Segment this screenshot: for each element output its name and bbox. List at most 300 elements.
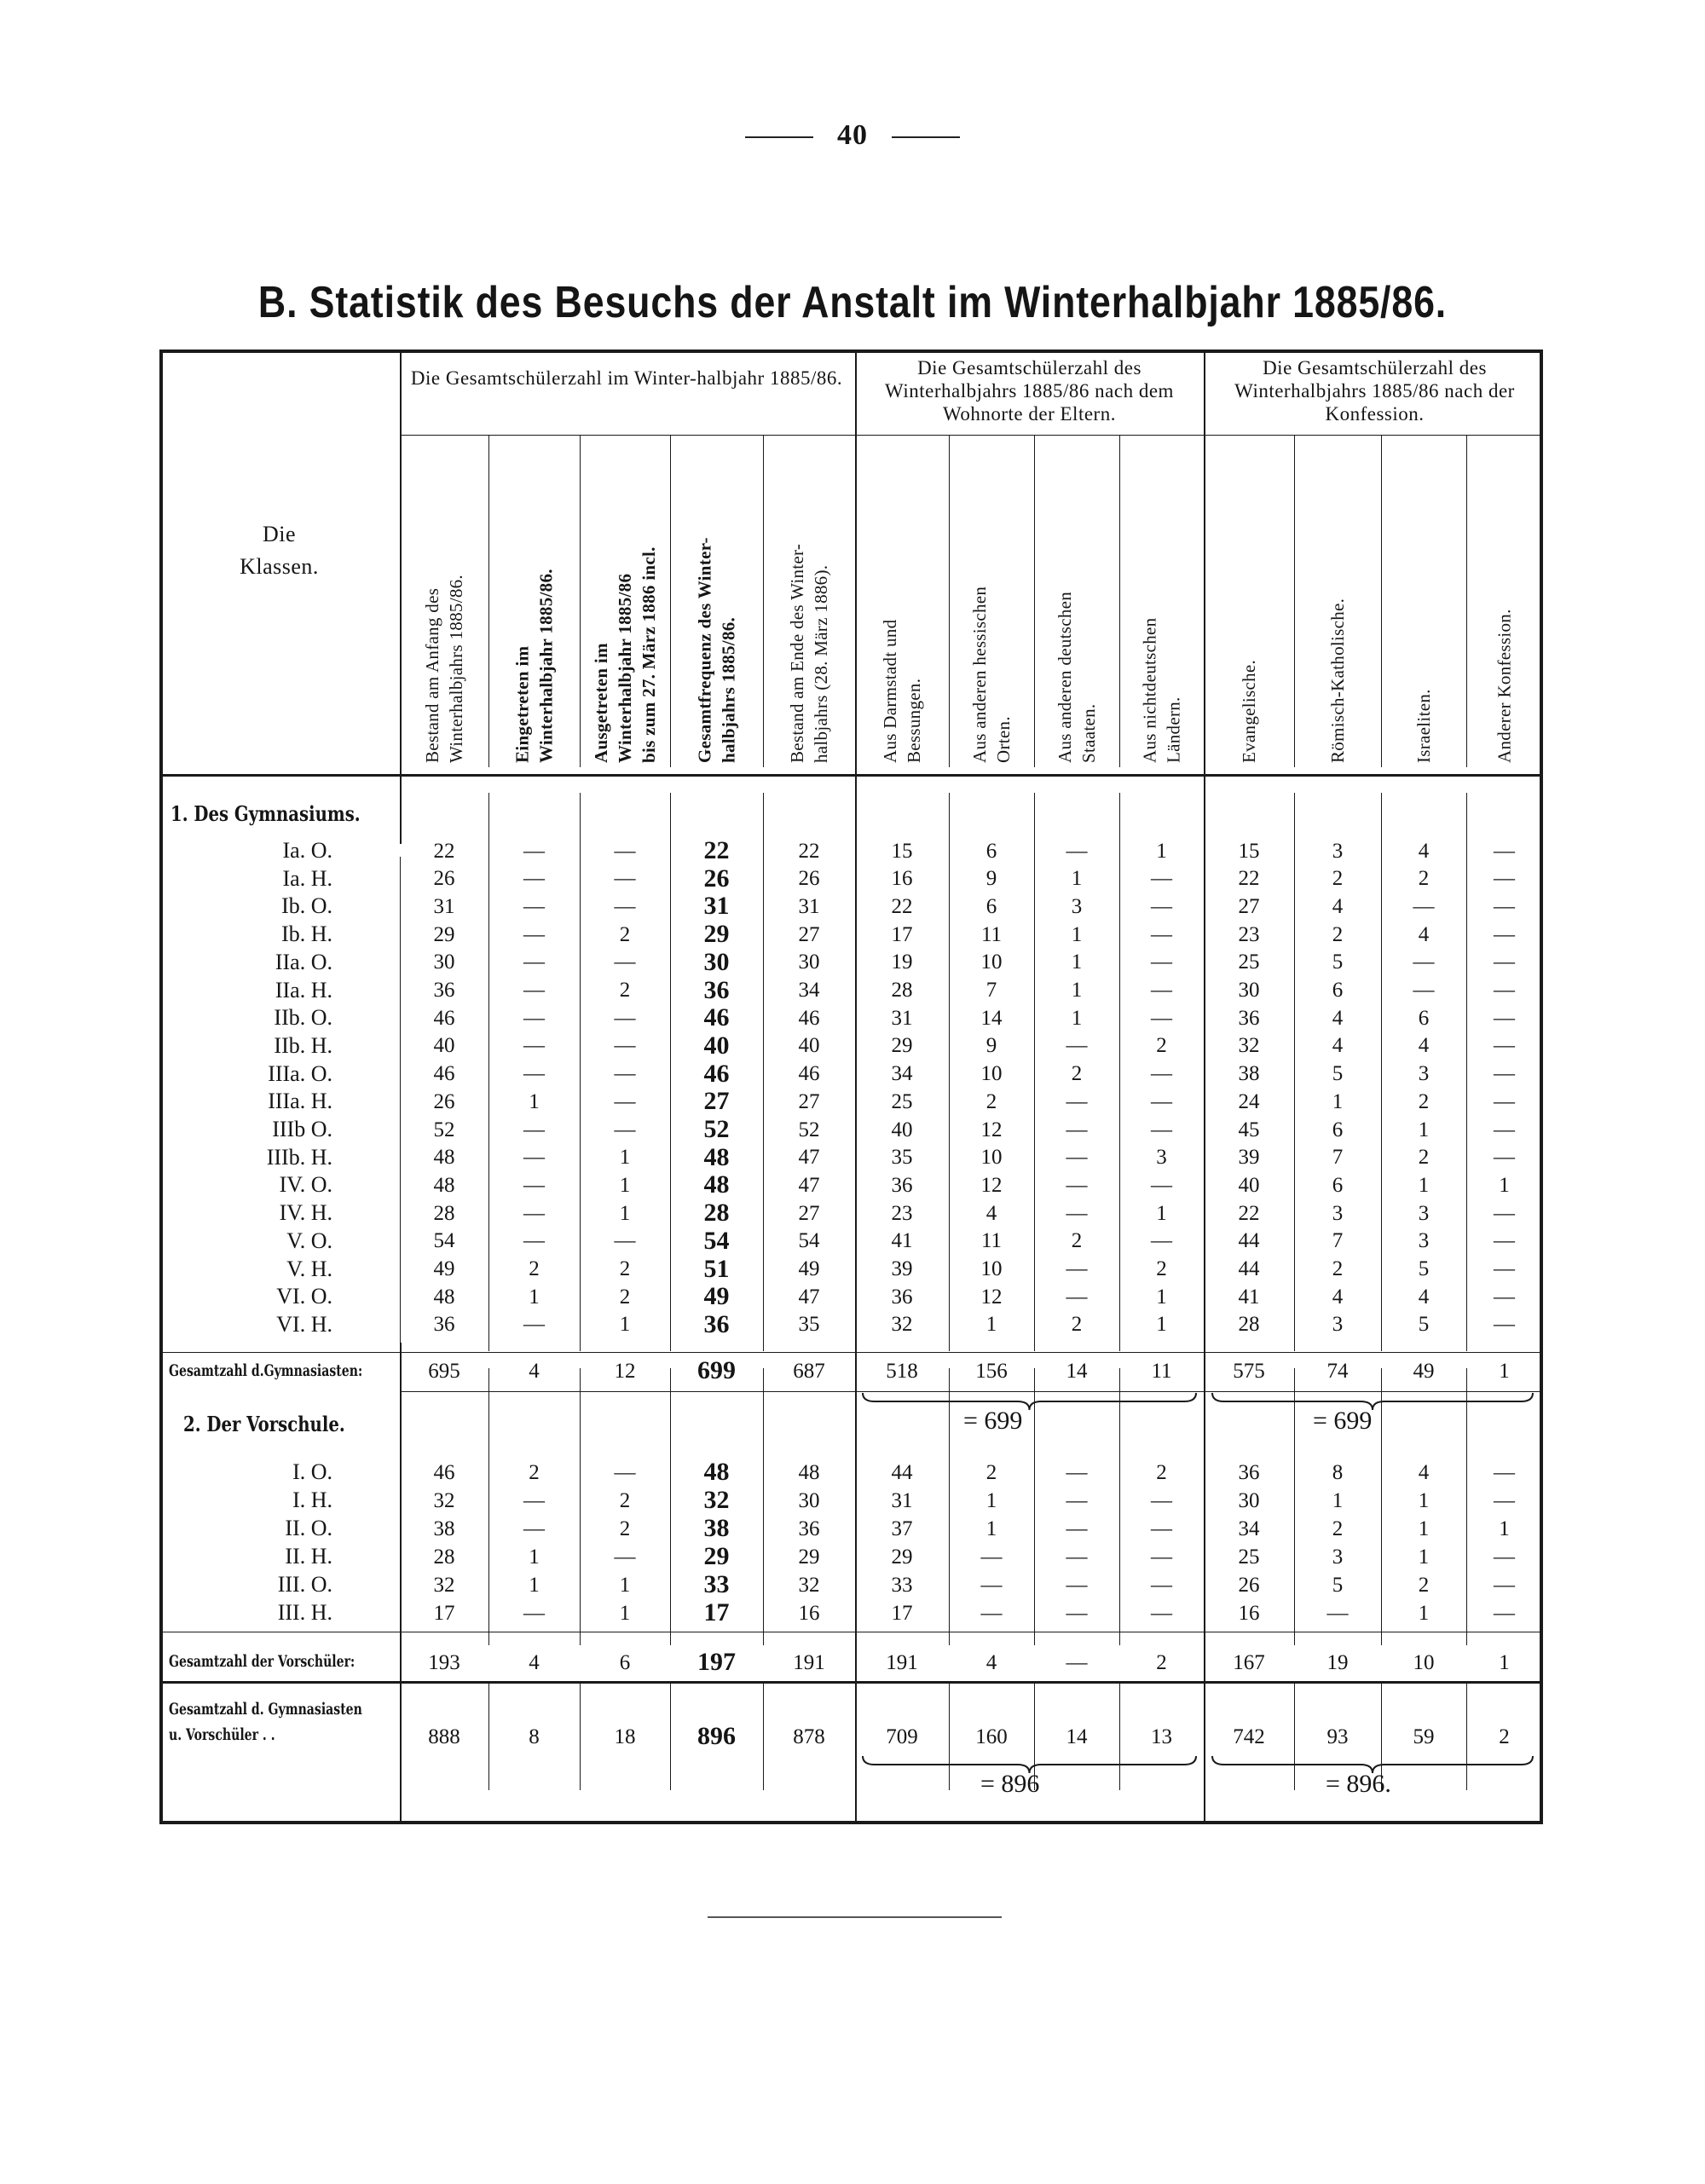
gymnasium-row-3-col-10: 27	[1238, 894, 1260, 918]
gymnasium-total-col-9: 11	[1151, 1359, 1172, 1383]
vorschule-row-2-col-6: 31	[891, 1488, 913, 1512]
vorschule-row-1-col-11: 8	[1332, 1460, 1344, 1484]
gymnasium-row-10-col-3: —	[614, 1089, 636, 1113]
gymnasium-row-14-col-12: 3	[1418, 1201, 1430, 1225]
gymnasium-total-col-3: 12	[614, 1359, 636, 1383]
gymnasium-row-label: V. H.	[286, 1256, 332, 1281]
gymnasium-row-16-col-5: 49	[798, 1257, 820, 1280]
gymnasium-row-11-col-1: 52	[433, 1118, 455, 1141]
gymnasium-row-13-col-5: 47	[798, 1173, 820, 1197]
column-header-6: Aus Darmstadt und Bessungen.	[880, 619, 924, 763]
gymnasium-row-13-col-3: 1	[619, 1173, 631, 1197]
gymnasium-row-4-col-2: —	[523, 922, 545, 946]
gymnasium-row-13-col-10: 40	[1238, 1173, 1260, 1197]
vorschule-row-5-col-11: 5	[1332, 1573, 1344, 1597]
gymnasium-row-14-col-8: —	[1066, 1201, 1088, 1225]
vorschule-row-2-col-9: —	[1151, 1488, 1172, 1512]
gymnasium-row-11-col-13: —	[1494, 1118, 1515, 1141]
vorschule-row-3-col-11: 2	[1332, 1517, 1344, 1540]
gymnasium-row-label: VI. O.	[276, 1284, 332, 1309]
gymnasium-row-13-col-7: 12	[980, 1173, 1003, 1197]
table-top-border	[159, 350, 1542, 353]
right-dash	[892, 136, 960, 138]
vorschule-row-label: III. O.	[277, 1572, 332, 1597]
gymnasium-row-14-col-1: 28	[433, 1201, 455, 1225]
gymnasium-row-5-col-6: 19	[891, 950, 913, 974]
gymnasium-row-2-col-12: 2	[1418, 867, 1430, 891]
column-line	[1119, 435, 1120, 767]
gymnasium-row-16-col-3: 2	[619, 1257, 631, 1280]
gymnasium-row-12-col-1: 48	[433, 1146, 455, 1170]
vorschule-row-5-col-13: —	[1494, 1573, 1515, 1597]
gymnasium-row-18-col-12: 5	[1418, 1313, 1430, 1337]
gymnasium-row-15-col-10: 44	[1238, 1229, 1260, 1253]
column-line	[949, 435, 950, 767]
gymnasium-row-12-col-8: —	[1066, 1146, 1088, 1170]
vorschule-row-1-col-6: 44	[891, 1460, 913, 1484]
gymnasium-row-4-col-8: 1	[1071, 922, 1083, 946]
gymnasium-row-12-col-7: 10	[980, 1146, 1003, 1170]
gymnasium-row-16-col-1: 49	[433, 1257, 455, 1280]
gymnasium-row-16-col-11: 2	[1332, 1257, 1344, 1280]
gymnasium-row-label: Ib. H.	[281, 922, 332, 947]
gymnasium-row-8-col-5: 40	[798, 1034, 820, 1058]
vorschule-row-label: I. H.	[292, 1488, 332, 1512]
gymnasium-row-13-col-2: —	[523, 1173, 545, 1197]
gymnasium-row-8-col-1: 40	[433, 1034, 455, 1058]
gymnasium-row-1-col-2: —	[523, 839, 545, 863]
column-header-4: Gesamtfrequenz des Winter- halbjahrs 1885/86.	[694, 537, 739, 763]
gymnasium-row-14-col-13: —	[1494, 1201, 1515, 1225]
gymnasium-row-9-col-11: 5	[1332, 1062, 1344, 1086]
vorschule-row-5-col-9: —	[1151, 1573, 1172, 1597]
gymnasium-row-3-col-7: 6	[985, 894, 997, 918]
gymnasium-row-9-col-10: 38	[1238, 1062, 1260, 1086]
gymnasium-total-label: Gesamtzahl d.Gymnasiasten:	[169, 1361, 363, 1380]
vorschule-row-6-col-9: —	[1151, 1601, 1172, 1625]
grand-total-col-5: 878	[793, 1725, 825, 1748]
column-header-12: Israeliten.	[1413, 689, 1434, 763]
gymnasium-row-7-col-7: 14	[980, 1006, 1003, 1030]
gymnasium-row-16-col-10: 44	[1238, 1257, 1260, 1280]
header-bottom-rule	[159, 774, 1542, 777]
column-line	[488, 435, 489, 767]
gymnasium-row-3-col-11: 4	[1332, 894, 1344, 918]
vorschule-total-col-10: 167	[1233, 1650, 1265, 1674]
gymnasium-row-3-col-2: —	[523, 894, 545, 918]
table-bottom-border	[159, 1821, 1542, 1824]
vorschule-total-col-8: —	[1066, 1650, 1088, 1674]
gymnasium-row-16-col-8: —	[1066, 1257, 1088, 1280]
gymnasium-row-12-col-13: —	[1494, 1146, 1515, 1170]
group-header-3: Die Gesamtschülerzahl des Winterhalbjahrs 1885/86 nach der Konfession.	[1234, 357, 1515, 425]
vorschule-row-5-col-12: 2	[1418, 1573, 1430, 1597]
gymnasium-row-15-col-7: 11	[980, 1229, 1003, 1253]
gymnasium-row-label: V. O.	[286, 1228, 332, 1253]
gymnasium-row-label: IIa. O.	[275, 949, 332, 974]
vorschule-row-3-col-9: —	[1151, 1517, 1172, 1540]
gymnasium-row-2-col-7: 9	[985, 867, 997, 891]
vorschule-row-label: I. O.	[292, 1459, 332, 1484]
group-header-rule	[400, 435, 1542, 436]
gymnasium-row-5-col-10: 25	[1238, 950, 1260, 974]
gymnasium-row-10-col-8: —	[1066, 1089, 1088, 1113]
grand-sum-wohnort: = 896	[980, 1770, 1040, 1798]
gymnasium-row-5-col-4: 30	[703, 947, 730, 976]
vorschule-row-5-col-7: —	[980, 1573, 1003, 1597]
gymnasium-row-7-col-5: 46	[798, 1006, 820, 1030]
gymnasium-row-2-col-9: —	[1151, 867, 1172, 891]
gymnasium-row-12-col-6: 35	[891, 1146, 913, 1170]
gymnasium-row-8-col-2: —	[523, 1034, 545, 1058]
gymnasium-row-label: IIIb O.	[272, 1117, 332, 1141]
gymnasium-row-14-col-11: 3	[1332, 1201, 1344, 1225]
column-header-13: Anderer Konfession.	[1494, 609, 1515, 763]
gymnasium-total-col-8: 14	[1066, 1359, 1088, 1383]
vorschule-row-1-col-5: 48	[798, 1460, 820, 1484]
gymnasium-total-col-5: 687	[793, 1359, 825, 1383]
gymnasium-total-rule	[159, 1352, 1542, 1353]
gymnasium-row-11-col-9: —	[1151, 1118, 1172, 1141]
column-line	[400, 350, 402, 844]
grand-total-col-7: 160	[975, 1725, 1008, 1748]
gymnasium-row-9-col-3: —	[614, 1062, 636, 1086]
vorschule-row-6-col-1: 17	[433, 1601, 455, 1625]
gymnasium-row-14-col-10: 22	[1238, 1201, 1260, 1225]
gymnasium-row-2-col-4: 26	[703, 864, 730, 893]
vorschule-row-6-col-12: 1	[1418, 1601, 1430, 1625]
vorschule-row-2-col-8: —	[1066, 1488, 1088, 1512]
gymnasium-row-18-col-9: 1	[1156, 1313, 1167, 1337]
vorschule-row-2-col-5: 30	[798, 1488, 820, 1512]
gymnasium-row-18-col-10: 28	[1238, 1313, 1260, 1337]
gymnasium-row-15-col-11: 7	[1332, 1229, 1344, 1253]
gymnasium-row-1-col-4: 22	[703, 836, 730, 864]
grand-total-rule	[159, 1681, 1542, 1684]
gymnasium-row-18-col-8: 2	[1071, 1313, 1083, 1337]
gymnasium-row-16-col-13: —	[1494, 1257, 1515, 1280]
gymnasium-row-16-col-2: 2	[529, 1257, 540, 1280]
gymnasium-row-16-col-6: 39	[891, 1257, 913, 1280]
gymnasium-row-15-col-6: 41	[891, 1229, 913, 1253]
vorschule-row-2-col-1: 32	[433, 1488, 455, 1512]
gymnasium-row-17-col-6: 36	[891, 1285, 913, 1309]
gymnasium-row-9-col-2: —	[523, 1062, 545, 1086]
gymnasium-total-col-12: 49	[1413, 1359, 1435, 1383]
gymnasium-row-1-col-13: —	[1494, 839, 1515, 863]
vorschule-total-col-12: 10	[1413, 1650, 1435, 1674]
gymnasium-row-3-col-8: 3	[1071, 894, 1083, 918]
vorschule-row-4-col-13: —	[1494, 1545, 1515, 1569]
gymnasium-row-17-col-13: —	[1494, 1285, 1515, 1309]
vorschule-row-3-col-13: 1	[1499, 1517, 1510, 1540]
vorschule-row-1-col-1: 46	[433, 1460, 455, 1484]
grand-total-col-6: 709	[886, 1725, 918, 1748]
gymnasium-row-12-col-12: 2	[1418, 1146, 1430, 1170]
gymnasium-section-heading: 1. Des Gymnasiums.	[170, 801, 361, 826]
gymnasium-row-15-col-4: 54	[703, 1226, 730, 1255]
gymnasium-row-label: IIb. O.	[274, 1005, 332, 1031]
gymnasium-row-11-col-2: —	[523, 1118, 545, 1141]
gymnasium-row-13-col-13: 1	[1499, 1173, 1510, 1197]
vorschule-row-6-col-6: 17	[891, 1601, 913, 1625]
vorschule-row-4-col-12: 1	[1418, 1545, 1430, 1569]
gymnasium-row-17-col-7: 12	[980, 1285, 1003, 1309]
gymnasium-row-15-col-13: —	[1494, 1229, 1515, 1253]
column-line	[1466, 435, 1467, 767]
vorschule-row-5-col-5: 32	[798, 1573, 820, 1597]
vorschule-total-col-1: 193	[428, 1650, 460, 1674]
gymnasium-row-label: Ia. H.	[282, 865, 332, 891]
vorschule-row-3-col-2: —	[523, 1517, 545, 1540]
grand-total-col-2: 8	[529, 1725, 540, 1748]
gymnasium-row-9-col-13: —	[1494, 1062, 1515, 1086]
vorschule-row-3-col-8: —	[1066, 1517, 1088, 1540]
grand-total-col-3: 18	[614, 1725, 636, 1748]
vorschule-row-5-col-10: 26	[1238, 1573, 1260, 1597]
gymnasium-row-14-col-3: 1	[619, 1201, 631, 1225]
gymnasium-row-6-col-4: 36	[703, 975, 730, 1004]
gymnasium-row-5-col-13: —	[1494, 950, 1515, 974]
vorschule-row-2-col-12: 1	[1418, 1488, 1430, 1512]
gymnasium-row-17-col-2: 1	[529, 1285, 540, 1309]
vorschule-row-4-col-9: —	[1151, 1545, 1172, 1569]
gymnasium-row-6-col-8: 1	[1071, 979, 1083, 1002]
gymnasium-row-14-col-6: 23	[891, 1201, 913, 1225]
vorschule-row-2-col-4: 32	[703, 1486, 730, 1514]
vorschule-row-6-col-13: —	[1494, 1601, 1515, 1625]
gymnasium-row-3-col-12: —	[1413, 894, 1435, 918]
gymnasium-row-17-col-8: —	[1066, 1285, 1088, 1309]
vorschule-row-1-col-2: 2	[529, 1460, 540, 1484]
gymnasium-row-15-col-8: 2	[1071, 1229, 1083, 1253]
column-header-5: Bestand am Ende des Winter- halbjahrs (28. März 1886).	[787, 543, 831, 763]
gymnasium-row-6-col-2: —	[523, 979, 545, 1002]
gymnasium-row-18-col-11: 3	[1332, 1313, 1344, 1337]
document-title: B. Statistik des Besuchs der Anstalt im Winterhalbjahr 1885/86.	[257, 278, 1448, 327]
vorschule-row-3-col-1: 38	[433, 1517, 455, 1540]
gymnasium-row-18-col-2: —	[523, 1313, 545, 1337]
grand-total-col-1: 888	[428, 1725, 460, 1748]
gymnasium-row-3-col-1: 31	[433, 894, 455, 918]
gymnasium-row-10-col-5: 27	[798, 1089, 820, 1113]
gymnasium-row-10-col-4: 27	[703, 1087, 730, 1116]
gymnasium-row-5-col-5: 30	[798, 950, 820, 974]
grand-total-col-8: 14	[1066, 1725, 1088, 1748]
gymnasium-row-10-col-6: 25	[891, 1089, 913, 1113]
gymnasium-row-3-col-13: —	[1494, 894, 1515, 918]
gymnasium-row-3-col-4: 31	[703, 892, 730, 921]
gymnasium-row-11-col-7: 12	[980, 1118, 1003, 1141]
vorschule-row-6-col-4: 17	[703, 1598, 730, 1626]
gymnasium-total-col-2: 4	[529, 1359, 540, 1383]
vorschule-row-1-col-13: —	[1494, 1460, 1515, 1484]
column-header-3: Ausgetreten im Winterhalbjahr 1885/86 bis zum 27. März 1886 incl.	[591, 546, 659, 763]
gymnasium-row-5-col-9: —	[1151, 950, 1172, 974]
gymnasium-row-8-col-11: 4	[1332, 1034, 1344, 1058]
vorschule-total-col-5: 191	[793, 1650, 825, 1674]
gymnasium-row-7-col-11: 4	[1332, 1006, 1344, 1030]
gymnasium-row-7-col-1: 46	[433, 1006, 455, 1030]
gymnasium-row-12-col-11: 7	[1332, 1146, 1344, 1170]
gymnasium-row-17-col-4: 49	[703, 1282, 730, 1311]
group-header-2: Die Gesamtschülerzahl des Winterhalbjahrs 1885/86 nach dem Wohnorte der Eltern.	[885, 357, 1174, 425]
gymnasium-row-1-col-7: 6	[985, 839, 997, 863]
gymnasium-row-8-col-10: 32	[1238, 1034, 1260, 1058]
gymnasium-row-8-col-13: —	[1494, 1034, 1515, 1058]
vorschule-row-6-col-10: 16	[1238, 1601, 1260, 1625]
gymnasium-row-11-col-5: 52	[798, 1118, 820, 1141]
gymnasium-row-14-col-5: 27	[798, 1201, 820, 1225]
gymnasium-sum-konfession: = 699	[1313, 1407, 1373, 1435]
gymnasium-row-4-col-3: 2	[619, 922, 631, 946]
vorschule-row-4-col-10: 25	[1238, 1545, 1260, 1569]
table-left-border	[159, 350, 163, 1824]
group-header-1: Die Gesamtschülerzahl im Winter-halbjahr 1885/86.	[410, 367, 843, 389]
grand-sum-konfession: = 896.	[1326, 1770, 1391, 1798]
gymnasium-row-15-col-3: —	[614, 1229, 636, 1253]
gymnasium-row-8-col-12: 4	[1418, 1034, 1430, 1058]
grand-total-label-line1: Gesamtzahl d. Gymnasiasten	[169, 1700, 362, 1719]
gymnasium-row-17-col-1: 48	[433, 1285, 455, 1309]
gymnasium-row-6-col-1: 36	[433, 979, 455, 1002]
vorschule-row-1-col-12: 4	[1418, 1460, 1430, 1484]
gymnasium-row-label: IV. O.	[279, 1172, 332, 1198]
gymnasium-row-9-col-9: —	[1151, 1062, 1172, 1086]
vorschule-total-col-9: 2	[1156, 1650, 1167, 1674]
gymnasium-row-8-col-6: 29	[891, 1034, 913, 1058]
vorschule-row-1-col-7: 2	[985, 1460, 997, 1484]
gymnasium-total-col-7: 156	[975, 1359, 1008, 1383]
gymnasium-row-18-col-4: 36	[703, 1309, 730, 1338]
gymnasium-row-2-col-11: 2	[1332, 867, 1344, 891]
grand-total-col-4: 896	[697, 1722, 736, 1750]
column-header-10: Evangelische.	[1239, 659, 1259, 763]
gymnasium-row-14-col-2: —	[523, 1201, 545, 1225]
gymnasium-row-9-col-12: 3	[1418, 1062, 1430, 1086]
gymnasium-row-17-col-3: 2	[619, 1285, 631, 1309]
gymnasium-row-11-col-3: —	[614, 1118, 636, 1141]
vorschule-row-2-col-2: —	[523, 1488, 545, 1512]
column-line	[1034, 435, 1035, 767]
page-number-text: 40	[837, 119, 868, 151]
column-header-8: Aus anderen deutschen Staaten.	[1055, 591, 1099, 763]
vorschule-row-6-col-7: —	[980, 1601, 1003, 1625]
grand-total-col-9: 13	[1151, 1725, 1172, 1748]
grand-total-col-11: 93	[1326, 1725, 1349, 1748]
gymnasium-row-label: VI. H.	[276, 1311, 332, 1337]
gymnasium-row-15-col-12: 3	[1418, 1229, 1430, 1253]
gymnasium-total-col-11: 74	[1326, 1359, 1349, 1383]
gymnasium-row-11-col-4: 52	[703, 1115, 730, 1143]
gymnasium-row-12-col-2: —	[523, 1146, 545, 1170]
grand-total-col-10: 742	[1233, 1725, 1265, 1748]
grand-total-col-12: 59	[1413, 1725, 1435, 1748]
gymnasium-row-6-col-12: —	[1413, 979, 1435, 1002]
gymnasium-row-3-col-3: —	[614, 894, 636, 918]
gymnasium-total-col-1: 695	[428, 1359, 460, 1383]
bottom-rule	[708, 1916, 1002, 1918]
vorschule-row-5-col-4: 33	[703, 1570, 730, 1598]
gymnasium-row-18-col-3: 1	[619, 1313, 631, 1337]
gymnasium-row-5-col-8: 1	[1071, 950, 1083, 974]
gymnasium-row-8-col-3: —	[614, 1034, 636, 1058]
gymnasium-row-11-col-10: 45	[1238, 1118, 1260, 1141]
gymnasium-row-14-col-9: 1	[1156, 1201, 1167, 1225]
gymnasium-row-label: IIIb. H.	[266, 1144, 332, 1170]
gymnasium-row-2-col-6: 16	[891, 867, 913, 891]
gymnasium-row-13-col-1: 48	[433, 1173, 455, 1197]
gymnasium-row-12-col-10: 39	[1238, 1146, 1260, 1170]
vorschule-row-3-col-12: 1	[1418, 1517, 1430, 1540]
gymnasium-row-4-col-6: 17	[891, 922, 913, 946]
vorschule-row-4-col-8: —	[1066, 1545, 1088, 1569]
gymnasium-row-7-col-6: 31	[891, 1006, 913, 1030]
gymnasium-row-10-col-9: —	[1151, 1089, 1172, 1113]
vorschule-row-1-col-8: —	[1066, 1460, 1088, 1484]
vorschule-row-4-col-1: 28	[433, 1545, 455, 1569]
gymnasium-row-10-col-11: 1	[1332, 1089, 1344, 1113]
vorschule-row-2-col-7: 1	[985, 1488, 997, 1512]
gymnasium-row-6-col-5: 34	[798, 979, 820, 1002]
gymnasium-row-11-col-11: 6	[1332, 1118, 1344, 1141]
column-line	[670, 435, 671, 767]
gymnasium-row-13-col-4: 48	[703, 1170, 730, 1199]
gymnasium-row-6-col-9: —	[1151, 979, 1172, 1002]
gymnasium-row-2-col-1: 26	[433, 867, 455, 891]
gymnasium-row-17-col-5: 47	[798, 1285, 820, 1309]
gymnasium-row-2-col-8: 1	[1071, 867, 1083, 891]
gymnasium-row-1-col-5: 22	[798, 839, 820, 863]
gymnasium-total-col-4: 699	[697, 1356, 736, 1384]
vorschule-row-label: III. H.	[277, 1600, 332, 1625]
vorschule-row-4-col-3: —	[614, 1545, 636, 1569]
gymnasium-row-18-col-5: 35	[798, 1313, 820, 1337]
gymnasium-row-6-col-10: 30	[1238, 979, 1260, 1002]
column-line	[580, 435, 581, 767]
vorschule-row-4-col-4: 29	[703, 1542, 730, 1570]
gymnasium-row-18-col-13: —	[1494, 1313, 1515, 1337]
gymnasium-row-5-col-3: —	[614, 950, 636, 974]
vorschule-row-5-col-1: 32	[433, 1573, 455, 1597]
gymnasium-row-16-col-4: 51	[703, 1254, 730, 1283]
vorschule-row-1-col-3: —	[614, 1460, 636, 1484]
gymnasium-sum-wohnort: = 699	[963, 1407, 1023, 1435]
gymnasium-row-12-col-3: 1	[619, 1146, 631, 1170]
gymnasium-row-1-col-1: 22	[433, 839, 455, 863]
vorschule-row-3-col-5: 36	[798, 1517, 820, 1540]
gymnasium-row-6-col-7: 7	[985, 979, 997, 1002]
gymnasium-row-label: IV. H.	[279, 1200, 332, 1226]
gymnasium-row-label: IIIa. H.	[268, 1089, 332, 1114]
gymnasium-row-2-col-3: —	[614, 867, 636, 891]
vorschule-total-col-11: 19	[1326, 1650, 1349, 1674]
gymnasium-row-9-col-6: 34	[891, 1062, 913, 1086]
gymnasium-row-1-col-11: 3	[1332, 839, 1344, 863]
gymnasium-row-10-col-1: 26	[433, 1089, 455, 1113]
vorschule-row-2-col-13: —	[1494, 1488, 1515, 1512]
gymnasium-row-label: IIb. H.	[274, 1032, 332, 1058]
gymnasium-row-1-col-8: —	[1066, 839, 1088, 863]
gymnasium-row-7-col-8: 1	[1071, 1006, 1083, 1030]
gymnasium-row-7-col-2: —	[523, 1006, 545, 1030]
gymnasium-row-5-col-12: —	[1413, 950, 1435, 974]
gymnasium-row-15-col-1: 54	[433, 1229, 455, 1253]
page-number	[0, 119, 1705, 152]
gymnasium-row-4-col-10: 23	[1238, 922, 1260, 946]
gymnasium-row-7-col-9: —	[1151, 1006, 1172, 1030]
gymnasium-row-9-col-5: 46	[798, 1062, 820, 1086]
